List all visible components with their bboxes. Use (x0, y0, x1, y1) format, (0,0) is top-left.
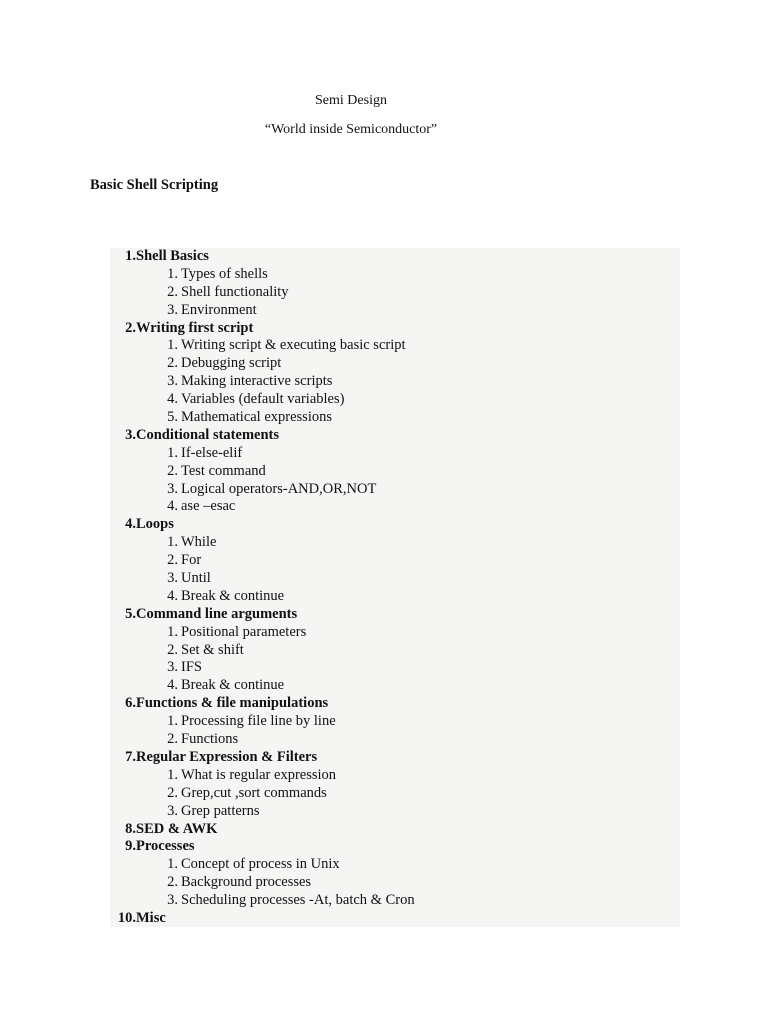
outline-section (110, 248, 680, 320)
list-item-label: Break & continue (181, 587, 285, 604)
list-item (110, 767, 680, 785)
list-item (110, 337, 680, 355)
list-item (110, 570, 680, 588)
list-item (110, 302, 680, 320)
document-title: Basic Shell Scripting (90, 177, 219, 193)
course-outline (110, 248, 680, 927)
list-item-label: For (181, 552, 202, 569)
section-title: Command line arguments (136, 605, 298, 622)
list-item (110, 874, 680, 892)
list-item (110, 677, 680, 695)
list-item (110, 552, 680, 570)
section-heading (110, 910, 680, 928)
list-item-number: 4. (167, 677, 178, 694)
list-item (110, 785, 680, 803)
list-item (110, 498, 680, 516)
list-item-number: 3. (167, 480, 178, 497)
outline-section (110, 821, 680, 839)
section-number: 3. (125, 426, 136, 443)
list-item-number: 4. (167, 391, 178, 408)
list-item (110, 373, 680, 391)
list-item-label: Until (181, 570, 211, 587)
list-item-number: 1. (167, 623, 178, 640)
section-number: 6. (125, 695, 136, 712)
list-item-label: Concept of process in Unix (181, 856, 340, 873)
section-title: Loops (136, 516, 174, 533)
outline-section (110, 516, 680, 605)
outline-section (110, 695, 680, 749)
list-item (110, 856, 680, 874)
list-item-label: Environment (181, 301, 257, 318)
list-item (110, 463, 680, 481)
section-title: Functions & file manipulations (136, 695, 329, 712)
section-title: Misc (136, 909, 166, 926)
list-item (110, 445, 680, 463)
list-item-number: 2. (167, 731, 178, 748)
section-title: Shell Basics (136, 248, 209, 264)
section-number: 10. (117, 909, 136, 926)
list-item-number: 1. (167, 444, 178, 461)
list-item-label: Grep,cut ,sort commands (181, 784, 327, 801)
list-item-number: 1. (167, 265, 178, 282)
list-item-label: Set & shift (181, 641, 244, 658)
list-item-label: Writing script & executing basic script (181, 337, 406, 354)
list-item (110, 892, 680, 910)
list-item (110, 731, 680, 749)
list-item-number: 4. (167, 587, 178, 604)
list-item-label: Processing file line by line (181, 713, 336, 730)
outline-section (110, 910, 680, 928)
outline-section (110, 427, 680, 516)
list-item (110, 624, 680, 642)
list-item (110, 713, 680, 731)
outline-section (110, 749, 680, 821)
section-heading (110, 516, 680, 534)
list-item-label: Shell functionality (181, 283, 289, 300)
outline-section (110, 606, 680, 695)
list-item-number: 3. (167, 802, 178, 819)
section-heading (110, 838, 680, 856)
list-item-label: ase –esac (181, 498, 236, 515)
list-item-label: Functions (181, 731, 239, 748)
list-item-number: 5. (167, 409, 178, 426)
section-title: Processes (136, 838, 195, 855)
list-item-label: Logical operators-AND,OR,NOT (181, 480, 377, 497)
list-item-number: 2. (167, 874, 178, 891)
list-item-number: 1. (167, 856, 178, 873)
list-item-label: Positional parameters (181, 623, 307, 640)
list-item-number: 1. (167, 337, 178, 354)
list-item-label: Debugging script (181, 355, 282, 372)
list-item (110, 534, 680, 552)
list-item-number: 2. (167, 552, 178, 569)
outline-section (110, 320, 680, 427)
company-name: Semi Design (315, 93, 387, 108)
list-item-number: 1. (167, 713, 178, 730)
list-item-number: 1. (167, 766, 178, 783)
list-item-number: 3. (167, 301, 178, 318)
company-tagline: “World inside Semiconductor” (264, 122, 438, 137)
list-item (110, 266, 680, 284)
section-heading (110, 320, 680, 338)
list-item (110, 803, 680, 821)
list-item-label: Scheduling processes -At, batch & Cron (181, 892, 415, 909)
list-item-number: 2. (167, 355, 178, 372)
list-item-label: Break & continue (181, 677, 285, 694)
list-item (110, 642, 680, 660)
section-heading (110, 606, 680, 624)
section-number: 2. (125, 319, 136, 336)
list-item (110, 391, 680, 409)
section-number: 9. (125, 838, 136, 855)
list-item-label: If-else-elif (181, 444, 243, 461)
section-number: 7. (125, 748, 136, 765)
list-item-label: Types of shells (181, 265, 268, 282)
section-heading (110, 427, 680, 445)
list-item (110, 355, 680, 373)
list-item-number: 3. (167, 373, 178, 390)
list-item-label: IFS (181, 659, 202, 676)
section-number: 8. (125, 820, 136, 837)
list-item-label: Making interactive scripts (181, 373, 333, 390)
list-item (110, 481, 680, 499)
section-heading (110, 695, 680, 713)
section-title: SED & AWK (136, 820, 218, 837)
list-item-number: 4. (167, 498, 178, 515)
list-item-number: 3. (167, 892, 178, 909)
list-item (110, 409, 680, 427)
section-title: Writing first script (136, 319, 254, 336)
list-item-label: Test command (181, 462, 266, 479)
list-item-label: Variables (default variables) (181, 391, 345, 408)
list-item-label: Grep patterns (181, 802, 260, 819)
section-number: 5. (125, 605, 136, 622)
list-item-label: Background processes (181, 874, 312, 891)
list-item-number: 2. (167, 283, 178, 300)
list-item-label: Mathematical expressions (181, 409, 332, 426)
list-item-number: 2. (167, 641, 178, 658)
section-number: 1. (125, 248, 136, 264)
section-heading (110, 248, 680, 266)
list-item (110, 659, 680, 677)
list-item-number: 2. (167, 462, 178, 479)
section-title: Regular Expression & Filters (136, 748, 318, 765)
list-item-number: 3. (167, 659, 178, 676)
section-number: 4. (125, 516, 136, 533)
list-item-label: While (181, 534, 217, 551)
outline-section (110, 838, 680, 910)
section-title: Conditional statements (136, 426, 279, 443)
list-item-number: 2. (167, 784, 178, 801)
list-item-label: What is regular expression (181, 766, 337, 783)
section-heading (110, 749, 680, 767)
list-item-number: 1. (167, 534, 178, 551)
list-item (110, 588, 680, 606)
section-heading (110, 821, 680, 839)
list-item-number: 3. (167, 570, 178, 587)
list-item (110, 284, 680, 302)
